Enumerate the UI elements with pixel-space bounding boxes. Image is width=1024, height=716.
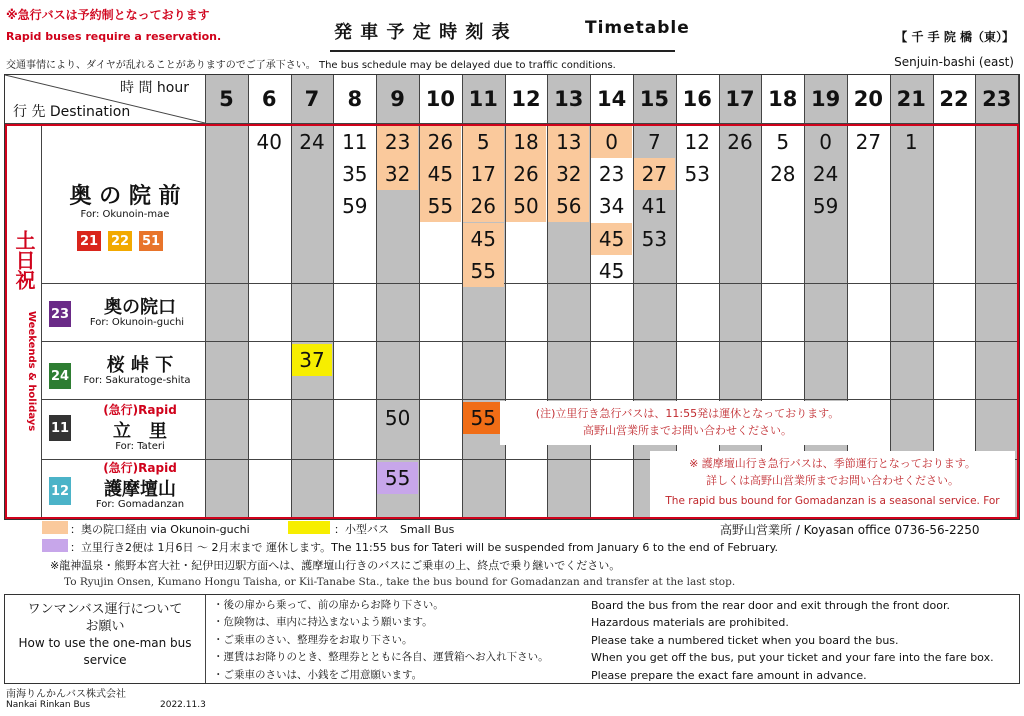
departure-time: 5 (776, 130, 790, 154)
dest-okunoin-mae-jp: 奥 の 院 前 (69, 184, 181, 209)
dest-sakuratoge-jp: 桜 峠 下 (106, 355, 174, 376)
departure-time: 32 (377, 158, 418, 190)
rules-heading-jp-1: ワンマンバス運行について (27, 602, 183, 617)
rule-jp: ・後の扉から乗って、前の扉からお降り下さい。 (213, 599, 444, 611)
goma-note-line-1: ※ 護摩壇山行き急行バスは、季節運行となっております。 (689, 457, 976, 470)
dest-tateri-prefix: (急行)Rapid (103, 403, 177, 417)
departure-time: 12 (684, 130, 710, 154)
grid-hline (41, 399, 1019, 400)
legend-purple-text: ：立里行き2便は 1月6日 ～ 2月末まで 運休します。The 11:55 bus for Tateri will be suspended from January 6 to the end of February. (70, 541, 779, 554)
route-badge-11: 11 (49, 415, 71, 441)
departure-time: 56 (548, 190, 589, 222)
dest-okunoin-mae-en: For: Okunoin-mae (80, 209, 170, 220)
dest-okunoin-guchi-en: For: Okunoin-guchi (89, 317, 185, 328)
hour-header: 22 (939, 87, 969, 111)
route-badge-21: 21 (77, 231, 101, 251)
goma-note-line-2: 詳しくは高野山営業所までお問い合わせください。 (706, 474, 959, 487)
departure-time: 41 (641, 194, 668, 219)
route-badge-51: 51 (139, 231, 163, 251)
hour-header: 21 (896, 87, 926, 111)
dest-tateri-en: For: Tateri (115, 441, 165, 452)
departure-time: 32 (548, 158, 589, 190)
tateri-note-line-1: (注)立里行き急行バスは、11:55発は運休となっております。 (535, 407, 840, 420)
dest-tateri-jp: 立 里 (113, 421, 167, 442)
rule-en: Please take a numbered ticket when you board the bus. (591, 633, 899, 647)
departure-time: 45 (420, 158, 461, 190)
issue-date: 2022.11.3 (160, 700, 206, 710)
tateri-suspension-note (500, 401, 875, 445)
route-badge-22: 22 (108, 231, 132, 251)
rule-en: Hazardous materials are prohibited. (591, 616, 789, 630)
stop-name-en: Senjuin-bashi (east) (894, 55, 1014, 69)
grid-vline (1018, 75, 1019, 517)
departure-time: 0 (819, 130, 832, 154)
departure-time: 55 (463, 255, 504, 287)
rules-heading-en-1: How to use the one-man bus (18, 636, 192, 650)
hour-axis-label: 時 間 hour (120, 80, 189, 96)
title-en: Timetable (585, 18, 690, 38)
hour-header: 11 (468, 87, 498, 111)
departure-time: 13 (548, 126, 589, 158)
day-type-jp: 土日祝 (12, 230, 36, 290)
departure-time: 55 (377, 462, 418, 494)
stop-name-jp: 【 千 手 院 橋（東）】 (895, 30, 1014, 44)
dest-gomadanzan-en: For: Gomadanzan (95, 499, 185, 510)
departure-time: 17 (463, 158, 504, 190)
departure-time: 27 (855, 130, 882, 154)
gomadanzan-season-note (650, 451, 1015, 517)
hour-header: 7 (304, 87, 320, 111)
reservation-note-en: Rapid buses require a reservation. (6, 30, 222, 43)
departure-time: 26 (727, 130, 753, 154)
departure-time: 24 (812, 162, 839, 187)
departure-time: 23 (377, 126, 418, 158)
route-badge-23: 23 (49, 301, 71, 327)
goma-note-line-3: The rapid bus bound for Gomadanzan is a seasonal service. For (665, 495, 1000, 507)
grid-hline (5, 123, 1019, 125)
rule-en: Board the bus from the rear door and exit through the front door. (591, 599, 950, 612)
departure-time: 26 (506, 158, 547, 190)
one-man-bus-rules (4, 594, 1020, 684)
rule-jp: ・運賃はお降りのとき、整理券とともに各自、運賃箱へお入れ下さい。 (213, 651, 549, 664)
legend-yellow-swatch (288, 521, 330, 534)
hour-header: 8 (347, 87, 363, 111)
legend-peach-text: ：奥の院口経由 via Okunoin-guchi (70, 523, 250, 536)
company-name-en: Nankai Rinkan Bus (6, 700, 91, 710)
departure-time: 7 (648, 130, 661, 154)
departure-time: 55 (420, 190, 461, 222)
title-jp: 発 車 予 定 時 刻 表 (334, 22, 511, 43)
grid-vline (41, 123, 42, 517)
route-badge-12: 12 (49, 477, 71, 505)
departure-time: 34 (598, 194, 625, 219)
shaded-hour-column (205, 75, 248, 517)
hour-header: 12 (511, 87, 541, 111)
rule-en: When you get off the bus, put your ticket and your fare into the fare box. (591, 651, 994, 665)
departure-time: 45 (591, 223, 632, 255)
departure-time: 26 (420, 126, 461, 158)
departure-time: 24 (299, 130, 325, 154)
route-badge-24: 24 (49, 363, 71, 389)
legend-purple-swatch (42, 539, 68, 552)
departure-time: 50 (506, 190, 547, 222)
hour-header: 18 (768, 87, 798, 111)
departure-time: 28 (770, 162, 796, 187)
departure-time: 11 (342, 130, 368, 154)
hour-header: 14 (596, 87, 627, 111)
grid-vline (205, 75, 206, 517)
departure-time: 27 (634, 158, 675, 190)
hour-header: 6 (261, 87, 277, 111)
timetable-grid (4, 74, 1020, 520)
hour-header: 16 (682, 87, 712, 111)
day-type-en: Weekends & holidays (26, 311, 37, 432)
transfer-note-jp: ※龍神温泉・熊野本宮大社・紀伊田辺駅方面へは、護摩壇山行きのバスにご乗車の上、終点で乗り継いでください。 (50, 559, 621, 572)
dest-gomadanzan-prefix: (急行)Rapid (103, 461, 177, 475)
departure-time: 50 (384, 406, 411, 430)
transfer-note-en: To Ryujin Onsen, Kumano Hongu Taisha, or Kii-Tanabe Sta., take the bus bound for Gomadanzan and transfer at the last stop. (64, 576, 736, 588)
departure-time: 40 (256, 130, 282, 154)
rule-en: Please prepare the exact fare amount in advance. (591, 668, 867, 682)
hour-header: 19 (810, 87, 841, 111)
departure-time: 35 (342, 162, 368, 187)
tateri-note-line-2: 高野山営業所までお問い合わせください。 (583, 424, 792, 437)
departure-time: 18 (506, 126, 547, 158)
grid-hline (41, 341, 1019, 342)
departure-time: 55 (463, 402, 504, 434)
legend-yellow-text: ：小型バス Small Bus (334, 523, 455, 536)
rules-heading-jp-2: お願い (85, 619, 125, 634)
hour-header: 17 (725, 87, 755, 111)
rules-list-jp (213, 597, 583, 684)
rules-heading (5, 601, 205, 669)
hour-header: 20 (853, 87, 884, 111)
reservation-note-jp: ※急行バスは予約制となっております (6, 8, 210, 22)
legend-peach-swatch (42, 521, 68, 534)
departure-time: 37 (292, 344, 333, 376)
rule-jp: ・ご乗車のさい、整理券をお取り下さい。 (213, 633, 413, 646)
departure-time: 53 (641, 226, 668, 251)
departure-time: 45 (598, 258, 625, 283)
departure-time: 1 (904, 130, 918, 154)
destination-axis-label: 行 先 Destination (13, 104, 131, 120)
departure-time: 59 (342, 194, 368, 219)
rules-list-en (591, 597, 1015, 684)
departure-time: 5 (463, 126, 504, 158)
rule-jp: ・ご乗車のさいは、小銭をご用意願います。 (213, 668, 423, 681)
grid-hline (41, 283, 1019, 284)
departure-time: 53 (684, 162, 710, 187)
departure-time: 26 (463, 190, 504, 222)
hour-header: 10 (425, 87, 456, 111)
hour-header: 15 (639, 87, 670, 111)
office-contact: 高野山営業所 / Koyasan office 0736-56-2250 (720, 523, 980, 537)
dest-sakuratoge-en: For: Sakuratoge-shita (83, 375, 191, 386)
departure-time: 59 (812, 194, 839, 219)
departure-time: 0 (591, 126, 632, 158)
hour-header: 23 (982, 87, 1012, 111)
hour-header: 13 (554, 87, 584, 111)
company-name-jp: 南海りんかんバス株式会社 (6, 689, 126, 700)
header-corner (5, 75, 205, 123)
page-title (330, 14, 690, 52)
delay-note: 交通事情により、ダイヤが乱れることがありますのでご了承下さい。 The bus schedule may be delayed due to traffic conditions. (6, 60, 616, 71)
hour-header: 9 (390, 87, 405, 111)
hour-header: 5 (219, 87, 234, 111)
rules-heading-en-2: service (83, 653, 127, 667)
departure-time: 23 (598, 162, 625, 187)
dest-okunoin-guchi-jp: 奥の院口 (104, 297, 176, 318)
departure-time: 45 (463, 223, 504, 255)
rule-jp: ・危険物は、車内に持込まないよう願います。 (213, 616, 433, 629)
dest-gomadanzan-jp: 護摩壇山 (104, 479, 176, 500)
